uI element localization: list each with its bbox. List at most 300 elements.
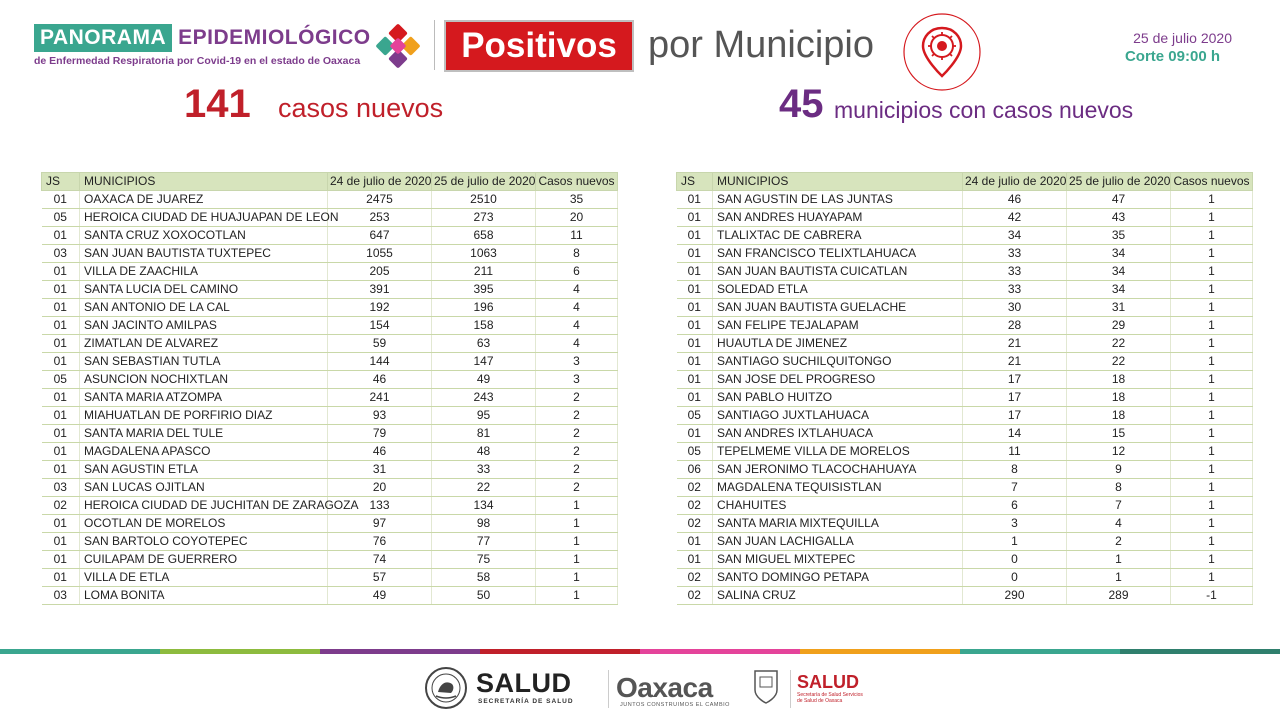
cell-casos-nuevos: 1 bbox=[1171, 461, 1253, 479]
cell-js: 01 bbox=[42, 191, 80, 209]
cell-casos-nuevos: -1 bbox=[1171, 587, 1253, 605]
table-row bbox=[42, 551, 618, 569]
cell-casos-nuevos: 1 bbox=[1171, 443, 1253, 461]
cell-js: 01 bbox=[42, 227, 80, 245]
cell-25-julio: 63 bbox=[432, 335, 536, 353]
cell-municipio: SAN MIGUEL MIXTEPEC bbox=[713, 551, 963, 569]
oaxaca-logo-text: Oaxaca bbox=[616, 672, 713, 703]
cell-25-julio: 22 bbox=[432, 479, 536, 497]
cell-js: 01 bbox=[42, 461, 80, 479]
cell-25-julio: 158 bbox=[432, 317, 536, 335]
cell-25-julio: 58 bbox=[432, 569, 536, 587]
cell-casos-nuevos: 2 bbox=[536, 425, 618, 443]
cell-24-julio: 391 bbox=[328, 281, 432, 299]
cell-25-julio: 395 bbox=[432, 281, 536, 299]
cell-casos-nuevos: 1 bbox=[1171, 515, 1253, 533]
table-row bbox=[42, 425, 618, 443]
cell-js: 01 bbox=[677, 533, 713, 551]
table-row bbox=[42, 317, 618, 335]
cell-24-julio: 2475 bbox=[328, 191, 432, 209]
cell-24-julio: 49 bbox=[328, 587, 432, 605]
cell-municipio: SAN JUAN BAUTISTA CUICATLAN bbox=[713, 263, 963, 281]
salud-oaxaca-logo-text: SALUD bbox=[797, 672, 859, 692]
table-row bbox=[677, 497, 1253, 515]
cell-casos-nuevos: 1 bbox=[1171, 353, 1253, 371]
cell-municipio: SAN JUAN LACHIGALLA bbox=[713, 533, 963, 551]
table-row bbox=[42, 299, 618, 317]
cell-casos-nuevos: 4 bbox=[536, 281, 618, 299]
cell-js: 03 bbox=[42, 245, 80, 263]
cell-casos-nuevos: 20 bbox=[536, 209, 618, 227]
cell-js: 01 bbox=[677, 299, 713, 317]
cell-24-julio: 74 bbox=[328, 551, 432, 569]
table-row bbox=[42, 407, 618, 425]
cell-24-julio: 46 bbox=[963, 191, 1067, 209]
cell-25-julio: 18 bbox=[1067, 371, 1171, 389]
cell-js: 01 bbox=[42, 389, 80, 407]
cell-js: 01 bbox=[42, 533, 80, 551]
table-row bbox=[677, 281, 1253, 299]
table-header-row bbox=[42, 173, 618, 191]
table-row bbox=[677, 209, 1253, 227]
table-row bbox=[677, 335, 1253, 353]
cell-24-julio: 93 bbox=[328, 407, 432, 425]
cell-js: 01 bbox=[677, 227, 713, 245]
cell-js: 01 bbox=[42, 263, 80, 281]
table-row bbox=[42, 497, 618, 515]
cell-municipio: HEROICA CIUDAD DE HUAJUAPAN DE LEON bbox=[80, 209, 328, 227]
por-municipio-title: por Municipio bbox=[648, 24, 874, 66]
cell-casos-nuevos: 1 bbox=[536, 587, 618, 605]
cell-municipio: OCOTLAN DE MORELOS bbox=[80, 515, 328, 533]
cell-25-julio: 18 bbox=[1067, 407, 1171, 425]
cell-25-julio: 658 bbox=[432, 227, 536, 245]
cell-js: 01 bbox=[677, 245, 713, 263]
table-row bbox=[677, 353, 1253, 371]
cell-25-julio: 34 bbox=[1067, 245, 1171, 263]
cell-24-julio: 46 bbox=[328, 371, 432, 389]
cell-casos-nuevos: 1 bbox=[1171, 335, 1253, 353]
cell-js: 02 bbox=[677, 569, 713, 587]
table-row bbox=[677, 443, 1253, 461]
cell-municipio: SAN JUAN BAUTISTA GUELACHE bbox=[713, 299, 963, 317]
cell-casos-nuevos: 1 bbox=[1171, 569, 1253, 587]
new-cases-label: casos nuevos bbox=[278, 93, 444, 123]
cell-js: 01 bbox=[42, 317, 80, 335]
salud-logo-text: SALUD bbox=[476, 668, 572, 698]
cell-js: 01 bbox=[677, 281, 713, 299]
table-row bbox=[677, 389, 1253, 407]
cell-municipio: HEROICA CIUDAD DE JUCHITAN DE ZARAGOZA bbox=[80, 497, 328, 515]
table-row bbox=[677, 515, 1253, 533]
cell-25-julio: 29 bbox=[1067, 317, 1171, 335]
cell-js: 01 bbox=[42, 407, 80, 425]
cell-casos-nuevos: 1 bbox=[1171, 389, 1253, 407]
cutoff-time: Corte 09:00 h bbox=[1124, 48, 1220, 65]
cell-casos-nuevos: 4 bbox=[536, 317, 618, 335]
col-casos-nuevos: Casos nuevos bbox=[1171, 173, 1253, 191]
cell-municipio: SAN ANDRES HUAYAPAM bbox=[713, 209, 963, 227]
cell-municipio: OAXACA DE JUAREZ bbox=[80, 191, 328, 209]
table-row bbox=[677, 533, 1253, 551]
table-header-row bbox=[677, 173, 1253, 191]
table-row bbox=[42, 569, 618, 587]
cell-24-julio: 253 bbox=[328, 209, 432, 227]
cell-25-julio: 18 bbox=[1067, 389, 1171, 407]
mosaic-x-logo-icon bbox=[374, 22, 422, 70]
table-row bbox=[42, 533, 618, 551]
cell-js: 02 bbox=[677, 479, 713, 497]
cell-municipio: SANTA LUCIA DEL CAMINO bbox=[80, 281, 328, 299]
cell-casos-nuevos: 1 bbox=[1171, 263, 1253, 281]
cell-25-julio: 48 bbox=[432, 443, 536, 461]
municipalities-count: 45 bbox=[779, 82, 824, 126]
cell-municipio: ASUNCION NOCHIXTLAN bbox=[80, 371, 328, 389]
cell-js: 05 bbox=[677, 443, 713, 461]
cell-24-julio: 46 bbox=[328, 443, 432, 461]
cell-casos-nuevos: 3 bbox=[536, 353, 618, 371]
cell-municipio: TLALIXTAC DE CABRERA bbox=[713, 227, 963, 245]
table-row bbox=[42, 209, 618, 227]
table-row bbox=[677, 551, 1253, 569]
cell-24-julio: 6 bbox=[963, 497, 1067, 515]
cell-municipio: SANTA MARIA ATZOMPA bbox=[80, 389, 328, 407]
cell-municipio: HUAUTLA DE JIMENEZ bbox=[713, 335, 963, 353]
cell-casos-nuevos: 1 bbox=[1171, 209, 1253, 227]
cell-24-julio: 14 bbox=[963, 425, 1067, 443]
table-row bbox=[677, 407, 1253, 425]
salud-logo-subtitle: SECRETARÍA DE SALUD bbox=[478, 698, 574, 705]
cell-24-julio: 33 bbox=[963, 263, 1067, 281]
cell-municipio: VILLA DE ETLA bbox=[80, 569, 328, 587]
cell-municipio: SAN ANTONIO DE LA CAL bbox=[80, 299, 328, 317]
col-24-julio: 24 de julio de 2020 bbox=[963, 173, 1067, 191]
cell-js: 01 bbox=[677, 317, 713, 335]
cell-24-julio: 17 bbox=[963, 389, 1067, 407]
cell-24-julio: 11 bbox=[963, 443, 1067, 461]
cell-casos-nuevos: 2 bbox=[536, 461, 618, 479]
cell-24-julio: 42 bbox=[963, 209, 1067, 227]
cell-casos-nuevos: 1 bbox=[536, 497, 618, 515]
col-municipios: MUNICIPIOS bbox=[713, 173, 963, 191]
cell-25-julio: 35 bbox=[1067, 227, 1171, 245]
cell-25-julio: 34 bbox=[1067, 263, 1171, 281]
cell-25-julio: 4 bbox=[1067, 515, 1171, 533]
cell-municipio: SAN FRANCISCO TELIXTLAHUACA bbox=[713, 245, 963, 263]
cell-municipio: SAN SEBASTIAN TUTLA bbox=[80, 353, 328, 371]
cell-municipio: SALINA CRUZ bbox=[713, 587, 963, 605]
cell-24-julio: 33 bbox=[963, 245, 1067, 263]
cell-24-julio: 3 bbox=[963, 515, 1067, 533]
cell-casos-nuevos: 1 bbox=[536, 533, 618, 551]
cell-25-julio: 22 bbox=[1067, 335, 1171, 353]
table-row bbox=[677, 461, 1253, 479]
cell-js: 05 bbox=[677, 407, 713, 425]
header-divider bbox=[434, 20, 435, 70]
brand-title bbox=[34, 24, 371, 52]
cell-25-julio: 147 bbox=[432, 353, 536, 371]
col-25-julio: 25 de julio de 2020 bbox=[432, 173, 536, 191]
cell-24-julio: 59 bbox=[328, 335, 432, 353]
brand-subtitle: de Enfermedad Respiratoria por Covid-19 en el estado de Oaxaca bbox=[34, 55, 361, 67]
cell-casos-nuevos: 35 bbox=[536, 191, 618, 209]
cell-casos-nuevos: 2 bbox=[536, 389, 618, 407]
cell-casos-nuevos: 1 bbox=[536, 569, 618, 587]
cell-25-julio: 273 bbox=[432, 209, 536, 227]
cell-25-julio: 2 bbox=[1067, 533, 1171, 551]
cell-24-julio: 1 bbox=[963, 533, 1067, 551]
cell-casos-nuevos: 2 bbox=[536, 443, 618, 461]
cell-24-julio: 21 bbox=[963, 353, 1067, 371]
cell-casos-nuevos: 1 bbox=[1171, 533, 1253, 551]
table-row bbox=[677, 587, 1253, 605]
table-row bbox=[42, 263, 618, 281]
cell-js: 02 bbox=[677, 497, 713, 515]
cell-js: 02 bbox=[677, 587, 713, 605]
col-casos-nuevos: Casos nuevos bbox=[536, 173, 618, 191]
cell-24-julio: 192 bbox=[328, 299, 432, 317]
cell-25-julio: 75 bbox=[432, 551, 536, 569]
cell-js: 01 bbox=[677, 389, 713, 407]
table-row bbox=[677, 263, 1253, 281]
cell-municipio: VILLA DE ZAACHILA bbox=[80, 263, 328, 281]
cell-24-julio: 0 bbox=[963, 551, 1067, 569]
table-row bbox=[677, 425, 1253, 443]
cell-casos-nuevos: 2 bbox=[536, 479, 618, 497]
cell-js: 01 bbox=[42, 281, 80, 299]
table-row bbox=[42, 461, 618, 479]
table-row bbox=[42, 587, 618, 605]
cell-24-julio: 133 bbox=[328, 497, 432, 515]
cell-24-julio: 21 bbox=[963, 335, 1067, 353]
epidemiologico-label: EPIDEMIOLÓGICO bbox=[178, 26, 371, 49]
cell-js: 01 bbox=[677, 551, 713, 569]
cell-municipio: MAGDALENA TEQUISISTLAN bbox=[713, 479, 963, 497]
col-24-julio: 24 de julio de 2020 bbox=[328, 173, 432, 191]
table-row bbox=[677, 569, 1253, 587]
cell-24-julio: 33 bbox=[963, 281, 1067, 299]
table-row bbox=[677, 299, 1253, 317]
cell-24-julio: 7 bbox=[963, 479, 1067, 497]
table-row bbox=[677, 245, 1253, 263]
cell-municipio: SAN AGUSTIN DE LAS JUNTAS bbox=[713, 191, 963, 209]
cell-municipio: SAN PABLO HUITZO bbox=[713, 389, 963, 407]
cell-municipio: SANTA CRUZ XOXOCOTLAN bbox=[80, 227, 328, 245]
cell-25-julio: 12 bbox=[1067, 443, 1171, 461]
cell-casos-nuevos: 1 bbox=[1171, 299, 1253, 317]
cell-25-julio: 196 bbox=[432, 299, 536, 317]
cell-casos-nuevos: 11 bbox=[536, 227, 618, 245]
cell-municipio: SANTIAGO JUXTLAHUACA bbox=[713, 407, 963, 425]
cell-municipio: SAN BARTOLO COYOTEPEC bbox=[80, 533, 328, 551]
virus-pin-icon bbox=[902, 12, 982, 92]
cell-municipio: SANTA MARIA MIXTEQUILLA bbox=[713, 515, 963, 533]
col-municipios: MUNICIPIOS bbox=[80, 173, 328, 191]
table-row bbox=[42, 191, 618, 209]
cell-municipio: SAN JERONIMO TLACOCHAHUAYA bbox=[713, 461, 963, 479]
cell-25-julio: 2510 bbox=[432, 191, 536, 209]
left-municipalities-table bbox=[41, 172, 618, 605]
cell-24-julio: 31 bbox=[328, 461, 432, 479]
cell-25-julio: 34 bbox=[1067, 281, 1171, 299]
cell-casos-nuevos: 2 bbox=[536, 407, 618, 425]
cell-casos-nuevos: 1 bbox=[1171, 407, 1253, 425]
table-row bbox=[42, 515, 618, 533]
footer-divider bbox=[608, 670, 609, 708]
cell-24-julio: 647 bbox=[328, 227, 432, 245]
cell-24-julio: 144 bbox=[328, 353, 432, 371]
cell-25-julio: 22 bbox=[1067, 353, 1171, 371]
cell-js: 02 bbox=[677, 515, 713, 533]
cell-25-julio: 9 bbox=[1067, 461, 1171, 479]
cell-25-julio: 15 bbox=[1067, 425, 1171, 443]
cell-24-julio: 8 bbox=[963, 461, 1067, 479]
cell-casos-nuevos: 1 bbox=[536, 515, 618, 533]
cell-24-julio: 290 bbox=[963, 587, 1067, 605]
cell-municipio: SANTIAGO SUCHILQUITONGO bbox=[713, 353, 963, 371]
cell-casos-nuevos: 1 bbox=[1171, 425, 1253, 443]
cell-js: 01 bbox=[42, 425, 80, 443]
cell-municipio: SOLEDAD ETLA bbox=[713, 281, 963, 299]
coat-of-arms-icon bbox=[424, 666, 468, 710]
cell-casos-nuevos: 1 bbox=[1171, 227, 1253, 245]
cell-municipio: TEPELMEME VILLA DE MORELOS bbox=[713, 443, 963, 461]
cell-municipio: SAN JACINTO AMILPAS bbox=[80, 317, 328, 335]
cell-js: 01 bbox=[677, 263, 713, 281]
table-row bbox=[42, 443, 618, 461]
cell-24-julio: 17 bbox=[963, 407, 1067, 425]
cell-municipio: SANTA MARIA DEL TULE bbox=[80, 425, 328, 443]
cell-24-julio: 30 bbox=[963, 299, 1067, 317]
cell-casos-nuevos: 8 bbox=[536, 245, 618, 263]
cell-municipio: MIAHUATLAN DE PORFIRIO DIAZ bbox=[80, 407, 328, 425]
table-row bbox=[677, 371, 1253, 389]
cell-casos-nuevos: 1 bbox=[1171, 317, 1253, 335]
cell-25-julio: 81 bbox=[432, 425, 536, 443]
cell-24-julio: 97 bbox=[328, 515, 432, 533]
cell-js: 06 bbox=[677, 461, 713, 479]
cell-js: 05 bbox=[42, 209, 80, 227]
cell-municipio: SAN AGUSTIN ETLA bbox=[80, 461, 328, 479]
cell-js: 03 bbox=[42, 587, 80, 605]
salud-oaxaca-logo-subtitle: Secretaría de Salud Servicios de Salud de Oaxaca bbox=[797, 692, 863, 704]
cell-25-julio: 33 bbox=[432, 461, 536, 479]
cell-js: 01 bbox=[42, 335, 80, 353]
state-shield-icon bbox=[752, 668, 780, 706]
cell-js: 01 bbox=[677, 335, 713, 353]
cell-25-julio: 95 bbox=[432, 407, 536, 425]
cell-24-julio: 20 bbox=[328, 479, 432, 497]
cell-js: 01 bbox=[42, 443, 80, 461]
cell-24-julio: 76 bbox=[328, 533, 432, 551]
cell-24-julio: 0 bbox=[963, 569, 1067, 587]
cell-municipio: CUILAPAM DE GUERRERO bbox=[80, 551, 328, 569]
cell-25-julio: 49 bbox=[432, 371, 536, 389]
cell-js: 01 bbox=[677, 425, 713, 443]
footer-divider-2 bbox=[790, 670, 791, 708]
table-row bbox=[42, 281, 618, 299]
cell-25-julio: 1 bbox=[1067, 569, 1171, 587]
cell-municipio: LOMA BONITA bbox=[80, 587, 328, 605]
cell-24-julio: 1055 bbox=[328, 245, 432, 263]
cell-js: 01 bbox=[42, 569, 80, 587]
cell-municipio: SAN JOSE DEL PROGRESO bbox=[713, 371, 963, 389]
table-row bbox=[42, 227, 618, 245]
col-js: JS bbox=[42, 173, 80, 191]
cell-24-julio: 17 bbox=[963, 371, 1067, 389]
new-cases-count: 141 bbox=[184, 82, 251, 126]
cell-js: 02 bbox=[42, 497, 80, 515]
cell-municipio: SAN JUAN BAUTISTA TUXTEPEC bbox=[80, 245, 328, 263]
cell-casos-nuevos: 4 bbox=[536, 299, 618, 317]
cell-js: 01 bbox=[42, 299, 80, 317]
table-row bbox=[42, 335, 618, 353]
cell-casos-nuevos: 1 bbox=[1171, 281, 1253, 299]
cell-24-julio: 154 bbox=[328, 317, 432, 335]
cell-js: 03 bbox=[42, 479, 80, 497]
cell-casos-nuevos: 1 bbox=[1171, 191, 1253, 209]
cell-24-julio: 79 bbox=[328, 425, 432, 443]
table-row bbox=[677, 317, 1253, 335]
cell-municipio: ZIMATLAN DE ALVAREZ bbox=[80, 335, 328, 353]
cell-25-julio: 50 bbox=[432, 587, 536, 605]
cell-js: 01 bbox=[677, 353, 713, 371]
col-js: JS bbox=[677, 173, 713, 191]
table-row bbox=[677, 479, 1253, 497]
cell-25-julio: 43 bbox=[1067, 209, 1171, 227]
cell-casos-nuevos: 1 bbox=[1171, 551, 1253, 569]
cell-24-julio: 34 bbox=[963, 227, 1067, 245]
cell-municipio: CHAHUITES bbox=[713, 497, 963, 515]
cell-js: 01 bbox=[677, 191, 713, 209]
color-stripe bbox=[0, 649, 1280, 654]
cell-casos-nuevos: 4 bbox=[536, 335, 618, 353]
cell-24-julio: 28 bbox=[963, 317, 1067, 335]
cell-js: 01 bbox=[42, 515, 80, 533]
cell-25-julio: 8 bbox=[1067, 479, 1171, 497]
cell-municipio: MAGDALENA APASCO bbox=[80, 443, 328, 461]
cell-24-julio: 241 bbox=[328, 389, 432, 407]
cell-casos-nuevos: 1 bbox=[1171, 245, 1253, 263]
cell-municipio: SAN LUCAS OJITLAN bbox=[80, 479, 328, 497]
cell-municipio: SANTO DOMINGO PETAPA bbox=[713, 569, 963, 587]
right-municipalities-table bbox=[676, 172, 1253, 605]
cell-25-julio: 31 bbox=[1067, 299, 1171, 317]
cell-25-julio: 1 bbox=[1067, 551, 1171, 569]
cell-24-julio: 57 bbox=[328, 569, 432, 587]
oaxaca-logo-subtitle: JUNTOS CONSTRUIMOS EL CAMBIO bbox=[620, 702, 730, 708]
cell-municipio: SAN FELIPE TEJALAPAM bbox=[713, 317, 963, 335]
cell-25-julio: 243 bbox=[432, 389, 536, 407]
cell-js: 01 bbox=[42, 353, 80, 371]
cell-casos-nuevos: 1 bbox=[1171, 497, 1253, 515]
cell-js: 01 bbox=[677, 371, 713, 389]
cell-js: 01 bbox=[677, 209, 713, 227]
cell-casos-nuevos: 1 bbox=[536, 551, 618, 569]
cell-24-julio: 205 bbox=[328, 263, 432, 281]
cell-municipio: SAN ANDRES IXTLAHUACA bbox=[713, 425, 963, 443]
table-row bbox=[42, 479, 618, 497]
table-row bbox=[42, 371, 618, 389]
panorama-badge: PANORAMA bbox=[34, 24, 172, 52]
table-row bbox=[42, 245, 618, 263]
municipalities-label: municipios con casos nuevos bbox=[834, 97, 1134, 123]
cell-25-julio: 77 bbox=[432, 533, 536, 551]
positivos-title: Positivos bbox=[444, 20, 634, 72]
cell-25-julio: 98 bbox=[432, 515, 536, 533]
table-row bbox=[677, 191, 1253, 209]
cell-casos-nuevos: 1 bbox=[1171, 479, 1253, 497]
